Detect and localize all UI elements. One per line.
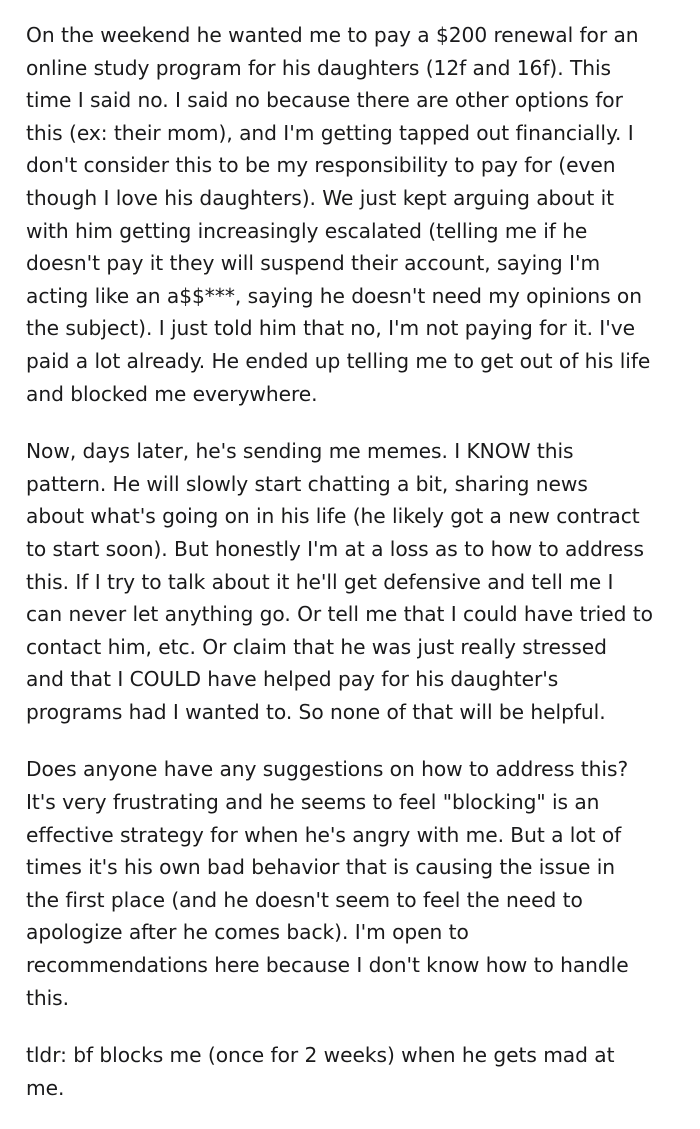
text-line: this (ex: their mom), and I'm getting tapped out financially. I bbox=[26, 120, 634, 145]
text-line: the subject). I just told him that no, I'm not paying for it. I've bbox=[26, 316, 635, 341]
text-line: It's very frustrating and he seems to feel "blocking" is an bbox=[26, 790, 600, 815]
text-line: pattern. He will slowly start chatting a bit, sharing news bbox=[26, 471, 588, 496]
paragraph-4-tldr bbox=[26, 1039, 681, 1104]
paragraph-1 bbox=[26, 19, 681, 410]
text-line: Now, days later, he's sending me memes. I KNOW this bbox=[26, 439, 574, 464]
text-line: time I said no. I said no because there are other options for bbox=[26, 88, 623, 113]
text-line: with him getting increasingly escalated (telling me if he bbox=[26, 218, 588, 243]
text-line: acting like an a$$***, saying he doesn't need my opinions on bbox=[26, 283, 642, 308]
text-line: apologize after he comes back). I'm open to bbox=[26, 920, 469, 945]
text-line: programs had I wanted to. So none of that will be helpful. bbox=[26, 699, 606, 724]
paragraph-2 bbox=[26, 435, 681, 728]
text-line: to start soon). But honestly I'm at a loss as to how to address bbox=[26, 536, 644, 561]
text-line: though I love his daughters). We just kept arguing about it bbox=[26, 185, 614, 210]
text-line: can never let anything go. Or tell me that I could have tried to bbox=[26, 602, 653, 627]
text-line: don't consider this to be my responsibility to pay for (even bbox=[26, 153, 616, 178]
text-line: contact him, etc. Or claim that he was just really stressed bbox=[26, 634, 607, 659]
paragraph-3 bbox=[26, 753, 681, 1014]
text-line: paid a lot already. He ended up telling me to get out of his life bbox=[26, 348, 651, 373]
text-line: doesn't pay it they will suspend their account, saying I'm bbox=[26, 251, 601, 276]
post-body bbox=[26, 19, 681, 1129]
text-line: about what's going on in his life (he likely got a new contract bbox=[26, 504, 640, 529]
text-line: and that I COULD have helped pay for his daughter's bbox=[26, 667, 559, 692]
text-line: this. bbox=[26, 985, 70, 1010]
text-line: recommendations here because I don't know how to handle bbox=[26, 953, 629, 978]
text-line: me. bbox=[26, 1075, 65, 1100]
text-line: Does anyone have any suggestions on how to address this? bbox=[26, 757, 629, 782]
text-line: effective strategy for when he's angry with me. But a lot of bbox=[26, 822, 622, 847]
text-line: the first place (and he doesn't seem to feel the need to bbox=[26, 887, 583, 912]
text-line: and blocked me everywhere. bbox=[26, 381, 318, 406]
text-line: this. If I try to talk about it he'll get defensive and tell me I bbox=[26, 569, 614, 594]
text-line: online study program for his daughters (12f and 16f). This bbox=[26, 55, 612, 80]
text-line: tldr: bf blocks me (once for 2 weeks) when he gets mad at bbox=[26, 1043, 615, 1068]
text-line: On the weekend he wanted me to pay a $200 renewal for an bbox=[26, 23, 639, 47]
text-line: times it's his own bad behavior that is causing the issue in bbox=[26, 855, 616, 880]
